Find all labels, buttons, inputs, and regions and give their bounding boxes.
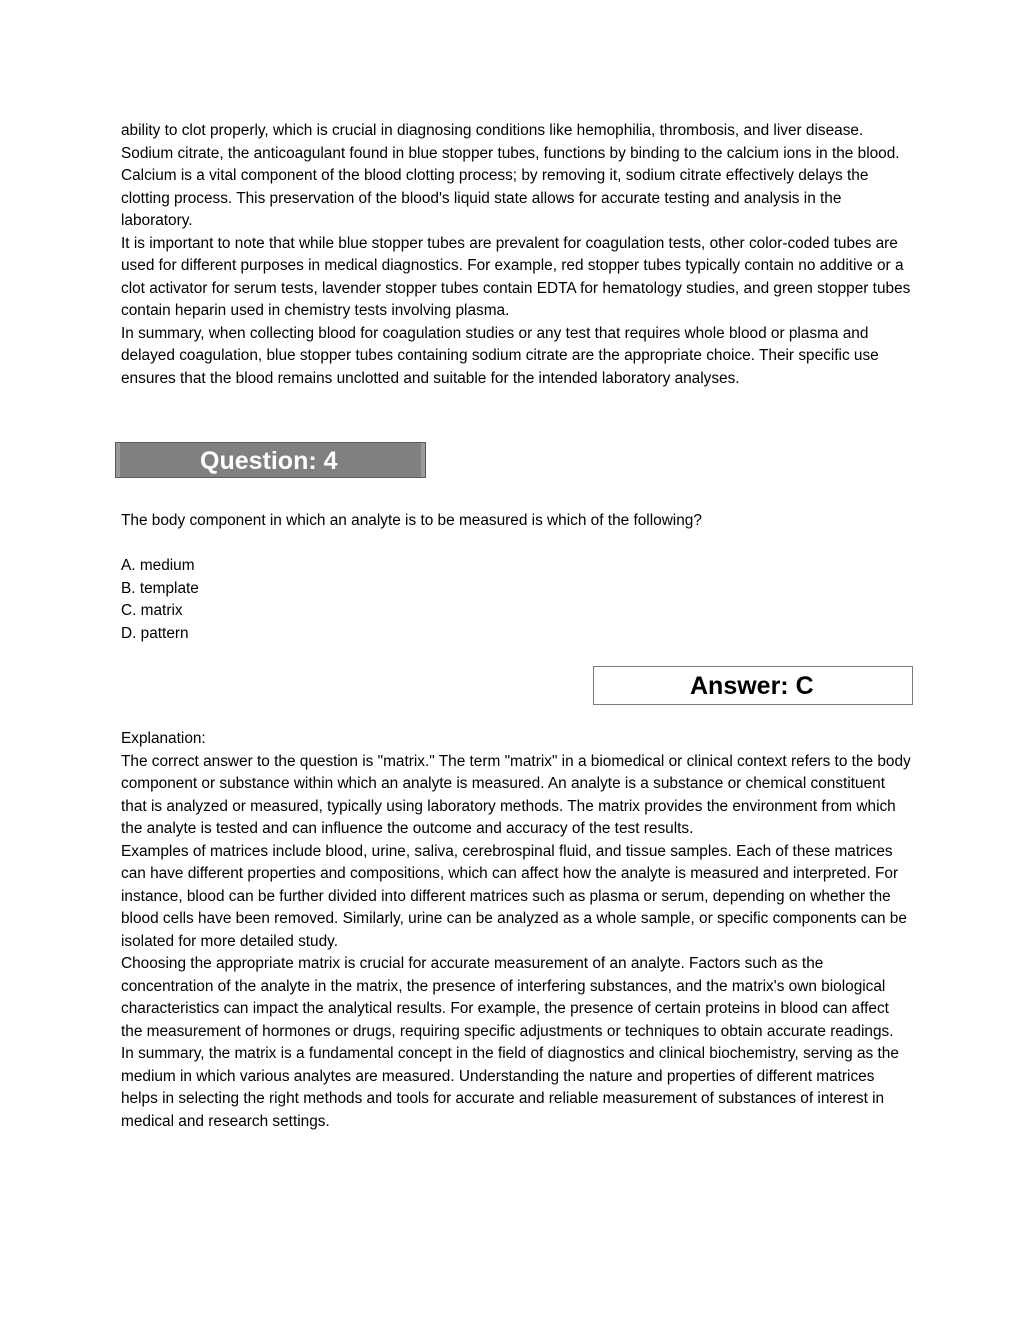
explanation-paragraph: Examples of matrices include blood, urine, saliva, cerebrospinal fluid, and tissue samples. Each of these matrices can have different properties and compositions, which can affect how the analyte is measured and interpreted. For instance, blood can be further divided into different matrices such as plasma or serum, depending on whether the blood cells have been removed. Similarly, urine can be analyzed as a whole sample, or specific components can be isolated for more detailed study. [121, 842, 907, 950]
explanation-heading: Explanation: [121, 730, 206, 747]
answer-options [121, 555, 521, 645]
answer-box [593, 666, 913, 705]
continuation-paragraph: ability to clot properly, which is crucial in diagnosing conditions like hemophilia, thrombosis, and liver disease. [121, 122, 864, 139]
option-b: B. template [121, 579, 199, 597]
question-heading: Question: 4 [200, 447, 338, 475]
previous-explanation-continuation [121, 120, 911, 390]
question-heading-banner [115, 442, 426, 478]
continuation-paragraph: Sodium citrate, the anticoagulant found in blue stopper tubes, functions by binding to the calcium ions in the blood. Calcium is a vital component of the blood clotting process; by removing it, sodium citrate effectively delays the clotting process. This preservation of the blood's liquid state allows for accurate testing and analysis in the laboratory. [121, 144, 900, 229]
answer-label: Answer: C [690, 672, 814, 700]
option-c: C. matrix [121, 602, 183, 619]
continuation-paragraph: In summary, when collecting blood for coagulation studies or any test that requires whole blood or plasma and delayed coagulation, blue stopper tubes containing sodium citrate are the appropriate choice. Their specific use ensures that the blood remains unclotted and suitable for the intended laboratory analyses. [121, 324, 879, 387]
explanation-paragraph: Choosing the appropriate matrix is crucial for accurate measurement of an analyte. Factors such as the concentration of the analyte in the matrix, the presence of interfering substances, and the matrix's own biological characteristics can impact the analytical results. For example, the presence of certain proteins in blood can affect the measurement of hormones or drugs, requiring specific adjustments or techniques to obtain accurate readings. [121, 955, 894, 1040]
explanation-paragraph: The correct answer to the question is "matrix." The term "matrix" in a biomedical or clinical context refers to the body component or substance within which an analyte is measured. An analyte is a substance or chemical constituent that is analyzed or measured, typically using laboratory methods. The matrix provides the environment from which the analyte is tested and can influence the outcome and accuracy of the test results. [121, 752, 911, 837]
option-a: A. medium [121, 557, 195, 574]
option-d: D. pattern [121, 624, 189, 642]
explanation-section [121, 728, 911, 1133]
question-text: The body component in which an analyte is to be measured is which of the following? [121, 512, 702, 529]
explanation-paragraph: In summary, the matrix is a fundamental concept in the field of diagnostics and clinical biochemistry, serving as the medium in which various analytes are measured. Understanding the nature and properties of different matrices helps in selecting the right methods and tools for accurate and reliable measurement of substances of interest in medical and research settings. [121, 1045, 899, 1130]
continuation-paragraph: It is important to note that while blue stopper tubes are prevalent for coagulation tests, other color-coded tubes are used for different purposes in medical diagnostics. For example, red stopper tubes typically contain no additive or a clot activator for serum tests, lavender stopper tubes contain EDTA for hematology studies, and green stopper tubes contain heparin used in chemistry tests involving plasma. [121, 234, 911, 319]
